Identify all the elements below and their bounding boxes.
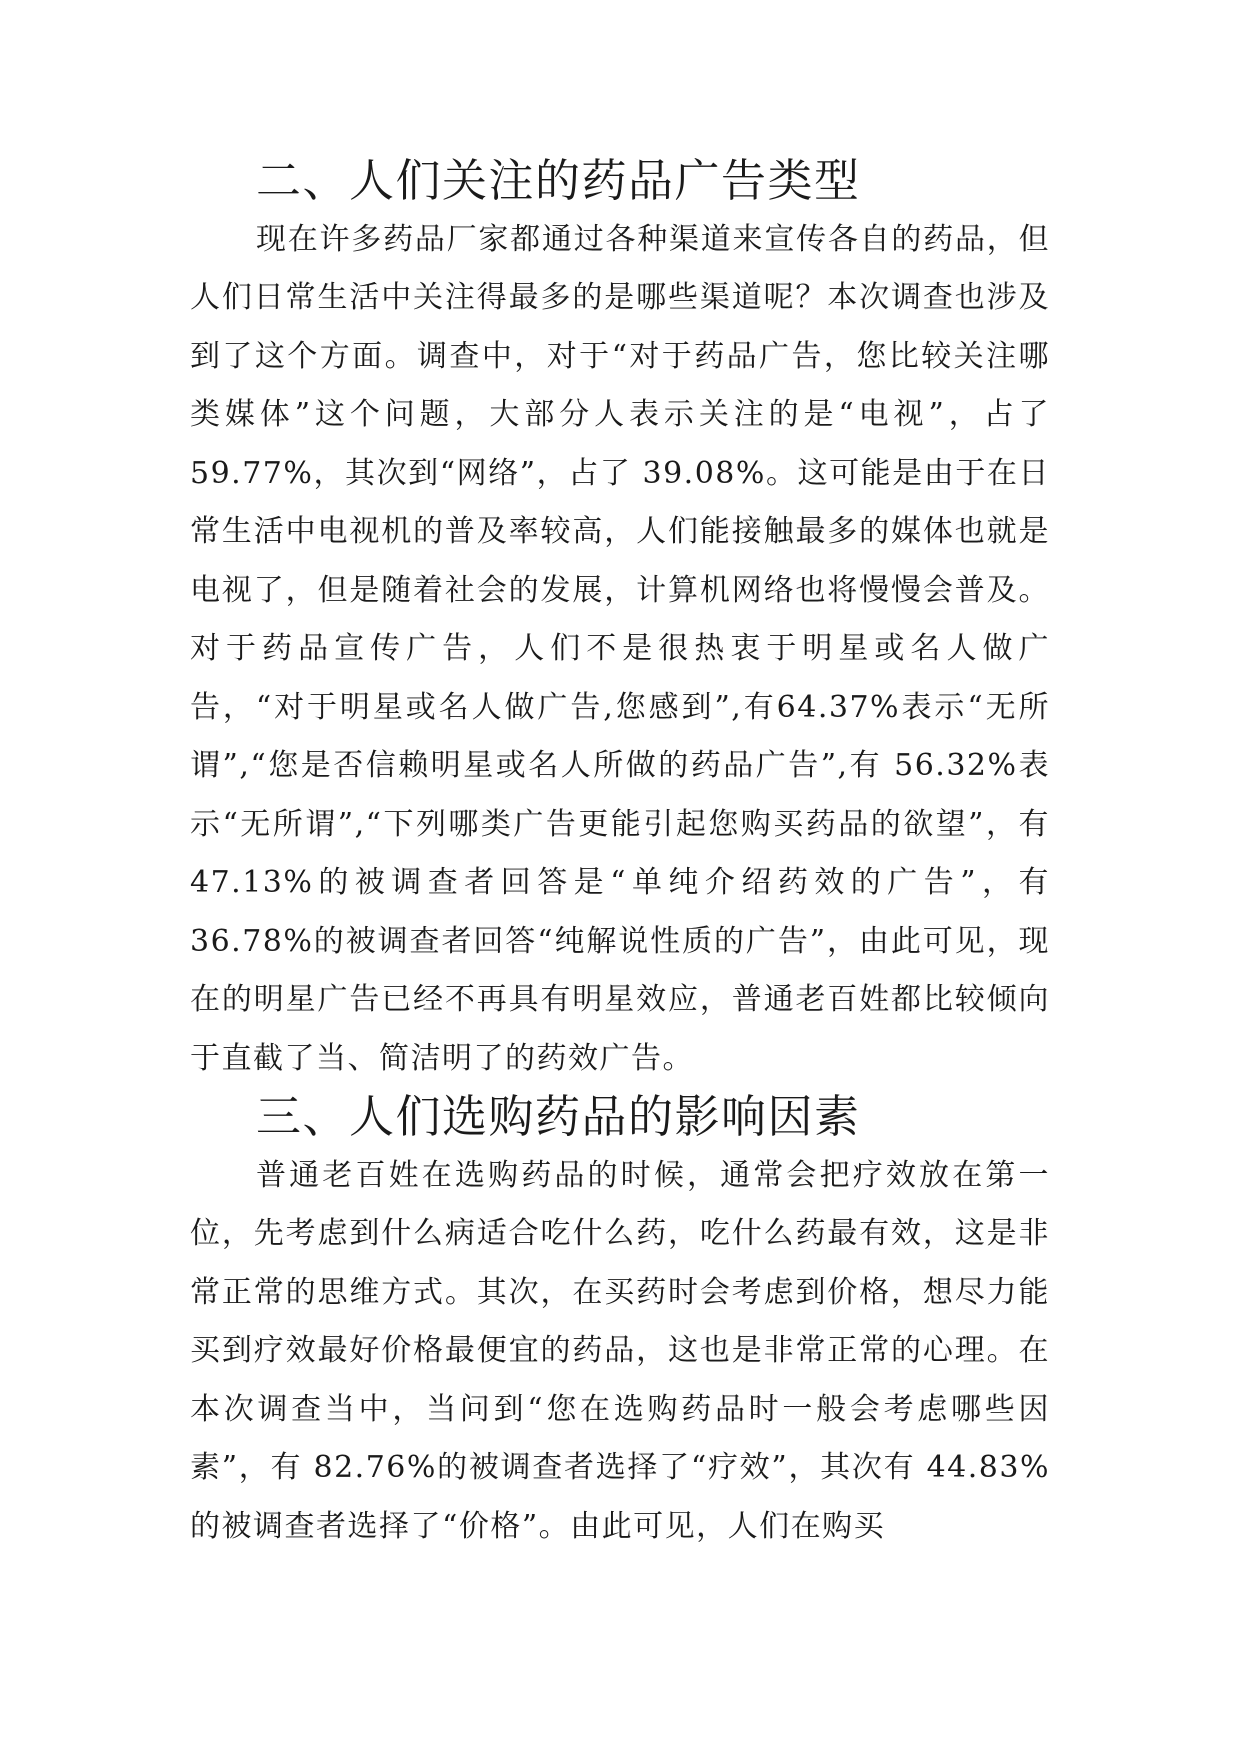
section-heading-ad-types: 二、人们关注的药品广告类型: [256, 154, 861, 207]
section-heading-purchase-factors: 三、人们选购药品的影响因素: [256, 1090, 861, 1143]
paragraph-ad-types: 现在许多药品厂家都通过各种渠道来宣传各自的药品，但人们日常生活中关注得最多的是哪些渠道呢？本次调查也涉及到了这个方面。调查中，对于“对于药品广告，您比较关注哪类媒体”这个问题，大部分人表示关注的是“电视”，占了 59.77%，其次到“网络”，占了 39.08%。这可能是由于在日常生活中电视机的普及率较高，人们能接触最多的媒体也就是电视了，但是随着社会的发展，计算机网络也将慢慢会普及。对于药品宣传广告，人们不是很热衷于明星或名人做广告，“对于明星或名人做广告,您感到”,有64.37%表示“无所谓”,“您是否信赖明星或名人所做的药品广告”,有 56.32%表示“无所谓”,“下列哪类广告更能引起您购买药品的欲望”，有 47.13%的被调查者回答是“单纯介绍药效的广告”，有 36.78%的被调查者回答“纯解说性质的广告”，由此可见，现在的明星广告已经不再具有明星效应，普通老百姓都比较倾向于直截了当、简洁明了的药效广告。: [190, 221, 1050, 1076]
paragraph-purchase-factors: 普通老百姓在选购药品的时候，通常会把疗效放在第一位，先考虑到什么病适合吃什么药，吃什么药最有效，这是非常正常的思维方式。其次，在买药时会考虑到价格，想尽力能买到疗效最好价格最便宜的药品，这也是非常正常的心理。在本次调查当中，当问到“您在选购药品时一般会考虑哪些因素”，有 82.76%的被调查者选择了“疗效”，其次有 44.83%的被调查者选择了“价格”。由此可见，人们在购买: [190, 1157, 1050, 1544]
document-body: [190, 152, 1050, 1556]
